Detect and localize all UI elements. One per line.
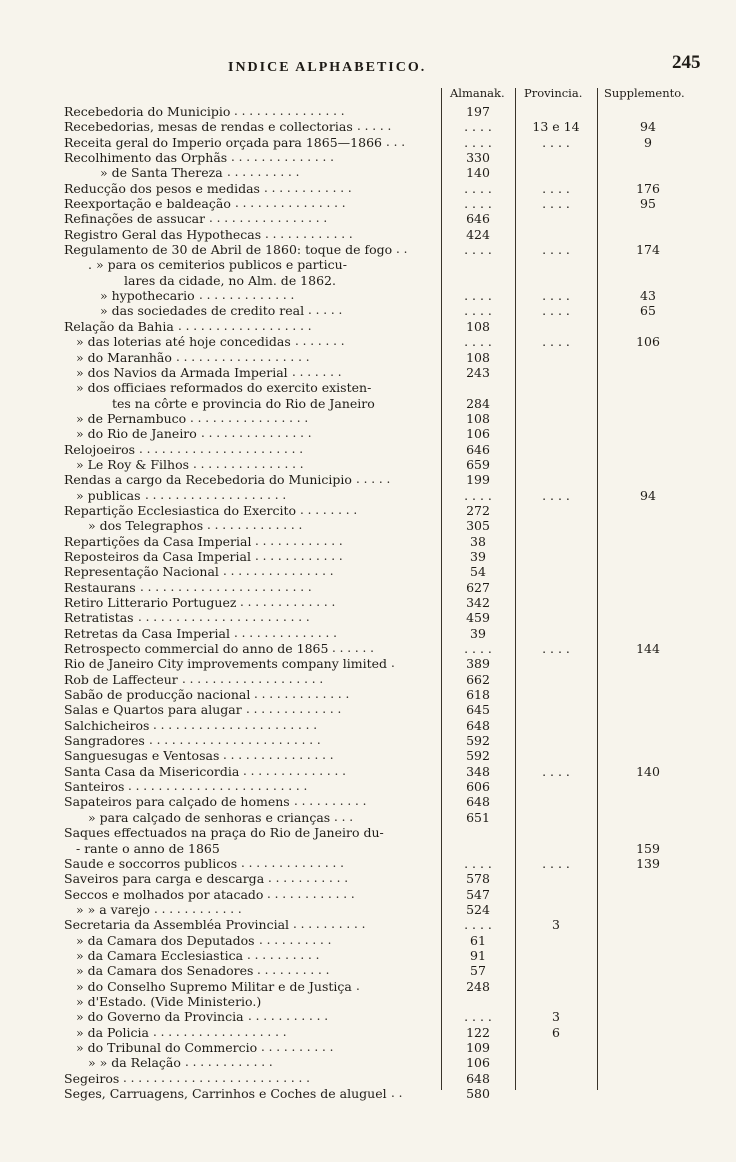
index-entry-row bbox=[64, 841, 704, 856]
almanak-page: 342 bbox=[466, 595, 490, 610]
almanak-page: 122 bbox=[466, 1024, 490, 1040]
almanak-page: . . . . bbox=[464, 1009, 492, 1025]
entry-label: » dos Telegraphos bbox=[88, 518, 204, 534]
entry-label: » de Pernambuco bbox=[76, 410, 187, 426]
supplemento-page: 176 bbox=[636, 180, 660, 196]
supplemento-page: 94 bbox=[640, 119, 656, 135]
entry-label: Santa Casa da Misericordia bbox=[64, 763, 240, 779]
entry-label: Saques effectuados na praça do Rio de Janeiro du- bbox=[64, 825, 384, 841]
index-entry-row bbox=[64, 181, 704, 196]
almanak-page: 39 bbox=[470, 548, 486, 564]
almanak-page: 662 bbox=[466, 671, 490, 687]
almanak-page: . . . . bbox=[464, 288, 492, 304]
entry-label: » do Governo da Provincia bbox=[76, 1009, 244, 1025]
entry-label: . » para os cemiterios publicos e particu- bbox=[88, 257, 347, 273]
index-entry-row bbox=[64, 687, 704, 702]
dot-leader: . . . . . . . . . . . . . . . . . . bbox=[153, 1024, 287, 1039]
entry-label: » da Camara dos Deputados bbox=[76, 932, 255, 948]
almanak-page: 272 bbox=[466, 502, 490, 518]
almanak-page: . . . . bbox=[464, 134, 492, 150]
entry-label: Rob de Laffecteur bbox=[64, 671, 178, 687]
index-entry-row bbox=[64, 242, 704, 257]
entry-label: Sanguesugas e Ventosas bbox=[64, 748, 220, 764]
entry-label: Sabão de producção nacional bbox=[64, 687, 251, 703]
index-entry-row bbox=[64, 779, 704, 794]
index-entry-row bbox=[64, 165, 704, 180]
entry-label: » da Camara Ecclesiastica bbox=[76, 947, 244, 963]
index-entry-row bbox=[64, 104, 704, 119]
entry-label: Restaurans bbox=[64, 579, 136, 595]
almanak-page: . . . . bbox=[464, 303, 492, 319]
index-entry-row bbox=[64, 748, 704, 763]
index-entry-row bbox=[64, 1055, 704, 1070]
dot-leader: . . . . . . . . . . . . . . . . . . bbox=[176, 349, 310, 364]
index-entry-row bbox=[64, 626, 704, 641]
almanak-page: 57 bbox=[470, 963, 486, 979]
dot-leader: . . . . . . . . . . bbox=[294, 794, 367, 809]
entry-label: » d'Estado. (Vide Ministerio.) bbox=[76, 993, 262, 1009]
provincia-page: . . . . bbox=[542, 487, 570, 503]
index-entry-row bbox=[64, 396, 704, 411]
dot-leader: . . . bbox=[386, 134, 406, 149]
provincia-page: . . . . bbox=[542, 334, 570, 350]
provincia-page: . . . . bbox=[542, 763, 570, 779]
almanak-page: 284 bbox=[466, 395, 490, 411]
index-entry-row bbox=[64, 534, 704, 549]
provincia-page: . . . . bbox=[542, 288, 570, 304]
index-entry-row bbox=[64, 825, 704, 840]
entry-label: Salas e Quartos para alugar bbox=[64, 702, 242, 718]
supplemento-page: 9 bbox=[644, 134, 652, 150]
dot-leader: . . . . . . . . . . . . . bbox=[240, 595, 336, 609]
index-entry-row bbox=[64, 902, 704, 917]
index-entry-row bbox=[64, 472, 704, 487]
dot-leader: . bbox=[356, 978, 360, 993]
dot-leader: . . . . . . . . . . . . . bbox=[207, 518, 303, 533]
dot-leader: . . . . . . . . . . . . . . . . . . . . . . bbox=[153, 717, 318, 732]
dot-leader: . . . . . . . . . . . . . bbox=[199, 288, 295, 303]
supplemento-page: 43 bbox=[640, 288, 656, 304]
dot-leader: . . . . . . . . . . . . . . . bbox=[223, 748, 334, 763]
supplemento-page: 144 bbox=[636, 641, 660, 657]
supplemento-page: 159 bbox=[636, 840, 660, 856]
provincia-page: 13 e 14 bbox=[532, 119, 580, 135]
entry-label: Reducção dos pesos e medidas bbox=[64, 180, 260, 196]
dot-leader: . . . . . . . bbox=[295, 334, 345, 349]
almanak-page: 38 bbox=[470, 533, 486, 549]
index-entry-row bbox=[64, 1071, 704, 1086]
dot-leader: . . . . . . . . . . . . . . . . . . . . . . . . bbox=[128, 779, 308, 794]
entry-label: Rio de Janeiro City improvements company limited bbox=[64, 656, 387, 672]
entry-label: Reposteiros da Casa Imperial bbox=[64, 548, 251, 564]
index-entry-row bbox=[64, 503, 704, 518]
almanak-page: 108 bbox=[466, 318, 490, 334]
index-entry-row bbox=[64, 119, 704, 134]
dot-leader: . . . . . . . . . . . . bbox=[185, 1055, 273, 1070]
dot-leader: . . . . . . . . . . . . bbox=[264, 180, 352, 195]
almanak-page: . . . . bbox=[464, 855, 492, 871]
index-entry-row bbox=[64, 672, 704, 687]
almanak-page: 199 bbox=[466, 472, 490, 488]
dot-leader: . . . . . . . . . . . . . . . . bbox=[209, 211, 328, 226]
index-entry-row bbox=[64, 718, 704, 733]
dot-leader: . . bbox=[396, 242, 408, 257]
entry-label: » do Maranhão bbox=[76, 349, 172, 365]
index-entry-row bbox=[64, 641, 704, 656]
provincia-page: . . . . bbox=[542, 303, 570, 319]
dot-leader: . . . . . . . . . . . . . . . bbox=[193, 456, 304, 471]
dot-leader: . . . . . . . . . . . . . . . bbox=[201, 426, 312, 441]
entry-label: Sangradores bbox=[64, 733, 145, 749]
column-headers bbox=[64, 86, 704, 104]
index-entry-row bbox=[64, 426, 704, 441]
entry-label: Registro Geral das Hypothecas bbox=[64, 226, 262, 242]
dot-leader: . . . . . bbox=[308, 303, 343, 318]
entry-label: Refinações de assucar bbox=[64, 211, 206, 227]
entry-label: » de Santa Thereza bbox=[100, 165, 223, 181]
dot-leader: . . . . . . . . . . bbox=[259, 932, 332, 947]
entry-label: Receita geral do Imperio orçada para 1865—1866 bbox=[64, 134, 382, 150]
dot-leader: . . . . . . . . . . . . . bbox=[246, 702, 342, 717]
almanak-page: 547 bbox=[466, 886, 490, 902]
entry-label: Segeiros bbox=[64, 1070, 120, 1086]
entry-label: » do Rio de Janeiro bbox=[76, 426, 197, 442]
entry-label: Recolhimento das Orphãs bbox=[64, 150, 228, 166]
dot-leader: . . . . . . . . . . . . . . . . . . . bbox=[182, 671, 324, 686]
dot-leader: . . . . . . . . . . . . bbox=[265, 226, 353, 241]
index-entry-row bbox=[64, 702, 704, 717]
dot-leader: . . . . . . . . bbox=[300, 502, 358, 517]
entry-label: Retratistas bbox=[64, 610, 134, 626]
dot-leader: . . . . . . . . . . bbox=[247, 947, 320, 962]
index-entry-row bbox=[64, 1025, 704, 1040]
index-entry-row bbox=[64, 871, 704, 886]
almanak-page: . . . . bbox=[464, 196, 492, 212]
dot-leader: . . . . . . bbox=[332, 641, 374, 656]
index-entry-row bbox=[64, 1086, 704, 1101]
entry-label: Santeiros bbox=[64, 779, 125, 795]
almanak-page: 648 bbox=[466, 1070, 490, 1086]
index-entry-row bbox=[64, 196, 704, 211]
dot-leader: . . . . . . . . . . . . . . bbox=[231, 150, 334, 165]
index-entry-row bbox=[64, 933, 704, 948]
index-entry-row bbox=[64, 457, 704, 472]
dot-leader: . . . . . . . . . . bbox=[261, 1039, 334, 1054]
index-entry-row bbox=[64, 150, 704, 165]
entry-label: » Le Roy & Filhos bbox=[76, 456, 190, 472]
almanak-page: . . . . bbox=[464, 242, 492, 258]
index-entries bbox=[64, 104, 704, 1101]
column-header-provincia: Provincia. bbox=[524, 86, 583, 100]
column-header-almanak: Almanak. bbox=[450, 86, 505, 100]
entry-label: » para calçado de senhoras e crianças bbox=[88, 809, 331, 825]
index-entry-row bbox=[64, 273, 704, 288]
index-entry-row bbox=[64, 365, 704, 380]
entry-label: » dos officiaes reformados do exercito existen- bbox=[76, 380, 372, 396]
almanak-page: 106 bbox=[466, 426, 490, 442]
almanak-page: 348 bbox=[466, 763, 490, 779]
supplemento-page: 95 bbox=[640, 196, 656, 212]
entry-label: Retrospecto commercial do anno de 1865 bbox=[64, 641, 329, 657]
almanak-page: 108 bbox=[466, 349, 490, 365]
dot-leader: . . . . . . . . . . . . bbox=[255, 548, 343, 563]
index-table bbox=[64, 86, 704, 1101]
index-entry-row bbox=[64, 656, 704, 671]
entry-label: Reexportação e baldeação bbox=[64, 196, 231, 212]
almanak-page: 646 bbox=[466, 211, 490, 227]
index-entry-row bbox=[64, 810, 704, 825]
almanak-page: 459 bbox=[466, 610, 490, 626]
entry-label: Retiro Litterario Portuguez bbox=[64, 595, 237, 610]
almanak-page: 389 bbox=[466, 656, 490, 672]
entry-label: Rendas a cargo da Recebedoria do Municipio bbox=[64, 472, 352, 488]
almanak-page: 91 bbox=[470, 947, 486, 963]
entry-label: lares da cidade, no Alm. de 1862. bbox=[124, 272, 336, 288]
dot-leader: . . . . . . . . . . . . . . . . . . . . . . . bbox=[149, 733, 321, 748]
almanak-page: 618 bbox=[466, 687, 490, 703]
index-entry-row bbox=[64, 595, 704, 610]
entry-label: Relojoeiros bbox=[64, 441, 136, 457]
dot-leader: . . bbox=[391, 1086, 403, 1100]
almanak-page: . . . . bbox=[464, 917, 492, 933]
entry-label: Regulamento de 30 de Abril de 1860: toque de fogo bbox=[64, 242, 393, 258]
entry-label: » das sociedades de credito real bbox=[100, 303, 305, 319]
page-title: INDICE ALPHABETICO. bbox=[228, 60, 427, 75]
almanak-page: 606 bbox=[466, 779, 490, 795]
entry-label: Repartição Ecclesiastica do Exercito bbox=[64, 502, 297, 518]
index-entry-row bbox=[64, 764, 704, 779]
dot-leader: . . . . . . . . . . . . . . . . . . . . . . bbox=[139, 441, 304, 456]
almanak-page: 197 bbox=[466, 104, 490, 119]
supplemento-page: 174 bbox=[636, 242, 660, 258]
index-entry-row bbox=[64, 411, 704, 426]
index-entry-row bbox=[64, 257, 704, 272]
entry-label: Secretaria da Assembléa Provincial bbox=[64, 917, 290, 933]
almanak-page: 578 bbox=[466, 871, 490, 887]
provincia-page: 6 bbox=[552, 1024, 560, 1040]
index-entry-row bbox=[64, 303, 704, 318]
entry-label: » da Camara dos Senadores bbox=[76, 963, 254, 979]
almanak-page: 243 bbox=[466, 364, 490, 380]
entry-label: Relação da Bahia bbox=[64, 318, 174, 334]
provincia-page: . . . . bbox=[542, 242, 570, 258]
page-header bbox=[0, 48, 736, 78]
almanak-page: 648 bbox=[466, 794, 490, 810]
entry-label: Saude e soccorros publicos bbox=[64, 855, 238, 871]
almanak-page: 645 bbox=[466, 702, 490, 718]
provincia-page: 3 bbox=[552, 1009, 560, 1025]
almanak-page: 592 bbox=[466, 733, 490, 749]
index-entry-row bbox=[64, 227, 704, 242]
provincia-page: . . . . bbox=[542, 855, 570, 871]
almanak-page: 305 bbox=[466, 518, 490, 534]
dot-leader: . . . . . . . . . . bbox=[293, 917, 366, 932]
entry-label: » » da Relação bbox=[88, 1055, 181, 1071]
entry-label: Representação Nacional bbox=[64, 564, 219, 580]
dot-leader: . . . . . . . . . . bbox=[257, 963, 330, 978]
dot-leader: . . . . . . . . . . . . . . . . . . bbox=[178, 318, 312, 333]
entry-label: » dos Navios da Armada Imperial bbox=[76, 364, 288, 380]
index-entry-row bbox=[64, 580, 704, 595]
index-entry-row bbox=[64, 948, 704, 963]
entry-label: » das loterias até hoje concedidas bbox=[76, 334, 291, 350]
index-entry-row bbox=[64, 488, 704, 503]
dot-leader: . . . . . bbox=[357, 119, 392, 134]
index-entry-row bbox=[64, 794, 704, 809]
dot-leader: . . . . . . . . . . . . . . . bbox=[235, 196, 346, 211]
dot-leader: . . . . . . . . . . . . . . . bbox=[223, 564, 334, 579]
almanak-page: 592 bbox=[466, 748, 490, 764]
almanak-page: 524 bbox=[466, 901, 490, 917]
entry-label: » da Policia bbox=[76, 1024, 149, 1040]
almanak-page: 61 bbox=[470, 932, 486, 948]
supplemento-page: 94 bbox=[640, 487, 656, 503]
index-entry-row bbox=[64, 350, 704, 365]
provincia-page: . . . . bbox=[542, 180, 570, 196]
index-entry-row bbox=[64, 963, 704, 978]
almanak-page: 330 bbox=[466, 150, 490, 166]
index-entry-row bbox=[64, 1009, 704, 1024]
dot-leader: . . . . . bbox=[356, 472, 391, 487]
dot-leader: . . . . . . . . . . . . . . bbox=[241, 855, 344, 870]
dot-leader: . . . . . . . . . . . . . . . . . . . . . . . bbox=[140, 579, 312, 594]
almanak-page: . . . . bbox=[464, 180, 492, 196]
dot-leader: . . . bbox=[334, 809, 354, 824]
almanak-page: . . . . bbox=[464, 487, 492, 503]
index-entry-row bbox=[64, 288, 704, 303]
entry-label: Saveiros para carga e descarga bbox=[64, 871, 265, 887]
index-entry-row bbox=[64, 564, 704, 579]
provincia-page: . . . . bbox=[542, 196, 570, 212]
index-entry-row bbox=[64, 733, 704, 748]
entry-label: Seges, Carruagens, Carrinhos e Coches de aluguel bbox=[64, 1086, 387, 1101]
almanak-page: 424 bbox=[466, 226, 490, 242]
almanak-page: 106 bbox=[466, 1055, 490, 1071]
dot-leader: . . . . . . . . . . . bbox=[248, 1009, 329, 1024]
entry-label: Seccos e molhados por atacado bbox=[64, 886, 264, 902]
almanak-page: . . . . bbox=[464, 641, 492, 657]
almanak-page: 580 bbox=[466, 1086, 490, 1101]
dot-leader: . . . . . . . . . . . . . . bbox=[243, 763, 346, 778]
supplemento-page: 65 bbox=[640, 303, 656, 319]
dot-leader: . . . . . . . . . . . . bbox=[154, 901, 242, 916]
index-entry-row bbox=[64, 319, 704, 334]
index-entry-row bbox=[64, 334, 704, 349]
almanak-page: 108 bbox=[466, 410, 490, 426]
entry-label: » » a varejo bbox=[76, 901, 150, 917]
index-entry-row bbox=[64, 442, 704, 457]
entry-label: » publicas bbox=[76, 487, 141, 503]
almanak-page: . . . . bbox=[464, 334, 492, 350]
index-entry-row bbox=[64, 856, 704, 871]
entry-label: Recebedorias, mesas de rendas e collectorias bbox=[64, 119, 353, 135]
index-entry-row bbox=[64, 917, 704, 932]
entry-label: tes na côrte e provincia do Rio de Janeiro bbox=[112, 395, 375, 411]
almanak-page: 248 bbox=[466, 978, 490, 994]
page-number: 245 bbox=[672, 52, 701, 73]
index-entry-row bbox=[64, 211, 704, 226]
index-entry-row bbox=[64, 979, 704, 994]
almanak-page: 648 bbox=[466, 717, 490, 733]
dot-leader: . bbox=[391, 656, 395, 671]
supplemento-page: 140 bbox=[636, 763, 660, 779]
almanak-page: 627 bbox=[466, 579, 490, 595]
provincia-page: . . . . bbox=[542, 641, 570, 657]
dot-leader: . . . . . . . . . . bbox=[227, 165, 300, 180]
index-entry-row bbox=[64, 549, 704, 564]
dot-leader: . . . . . . . . . . . . . bbox=[254, 687, 350, 702]
entry-label: Sapateiros para calçado de homens bbox=[64, 794, 290, 810]
supplemento-page: 106 bbox=[636, 334, 660, 350]
entry-label: » hypothecario bbox=[100, 288, 195, 304]
almanak-page: 54 bbox=[470, 564, 486, 580]
index-entry-row bbox=[64, 1040, 704, 1055]
dot-leader: . . . . . . . . . . . . . . . . . . . . . . . bbox=[138, 610, 310, 625]
almanak-page: 646 bbox=[466, 441, 490, 457]
dot-leader: . . . . . . . . . . . . . . . bbox=[234, 104, 345, 118]
dot-leader: . . . . . . . . . . . . . . . . bbox=[190, 410, 309, 425]
entry-label: Recebedoria do Municipio bbox=[64, 104, 231, 119]
index-entry-row bbox=[64, 994, 704, 1009]
provincia-page: . . . . bbox=[542, 134, 570, 150]
almanak-page: 659 bbox=[466, 456, 490, 472]
dot-leader: . . . . . . . . . . . . . . . . . . . . . . . . . bbox=[123, 1070, 310, 1085]
entry-label: Repartições da Casa Imperial bbox=[64, 533, 252, 549]
almanak-page: . . . . bbox=[464, 119, 492, 135]
almanak-page: 109 bbox=[466, 1039, 490, 1055]
dot-leader: . . . . . . . . . . . . . . bbox=[234, 625, 337, 640]
supplemento-page: 139 bbox=[636, 855, 660, 871]
index-entry-row bbox=[64, 380, 704, 395]
index-entry-row bbox=[64, 610, 704, 625]
almanak-page: 140 bbox=[466, 165, 490, 181]
entry-label: Salchicheiros bbox=[64, 717, 150, 733]
index-entry-row bbox=[64, 518, 704, 533]
almanak-page: 651 bbox=[466, 809, 490, 825]
entry-label: - rante o anno de 1865 bbox=[76, 840, 220, 856]
provincia-page: 3 bbox=[552, 917, 560, 933]
entry-label: Retretas da Casa Imperial bbox=[64, 625, 230, 641]
dot-leader: . . . . . . . . . . . . . . . . . . . bbox=[145, 487, 287, 502]
column-header-supplemento: Supplemento. bbox=[604, 86, 685, 100]
entry-label: » do Conselho Supremo Militar e de Justiça bbox=[76, 978, 352, 994]
dot-leader: . . . . . . . . . . . . bbox=[255, 533, 343, 548]
index-entry-row bbox=[64, 135, 704, 150]
index-entry-row bbox=[64, 887, 704, 902]
dot-leader: . . . . . . . . . . . bbox=[268, 871, 349, 886]
almanak-page: 39 bbox=[470, 625, 486, 641]
entry-label: » do Tribunal do Commercio bbox=[76, 1039, 258, 1055]
dot-leader: . . . . . . . . . . . . bbox=[267, 886, 355, 901]
dot-leader: . . . . . . . bbox=[292, 364, 342, 379]
